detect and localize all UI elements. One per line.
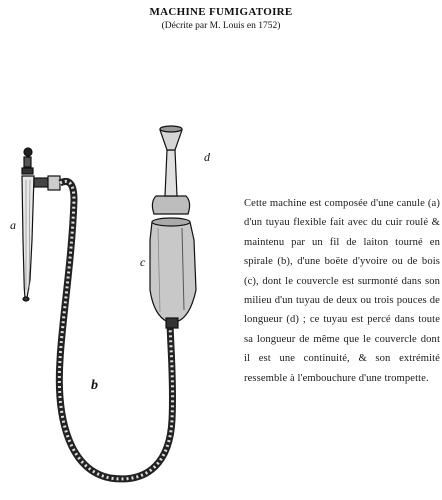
figure-label-c: c (140, 255, 146, 269)
figure-label-a: a (10, 218, 16, 232)
trumpet-tube-part (152, 126, 189, 214)
description-text: Cette machine est composée d'une canule (a) d'un tuyau flexible fait avec du cuir roulé & maintenu par un fil de laiton tourné en spirale (b), d'une boëte d'yvoire ou de bois (c), dont le couvercle est surmonté dans son milieu d'un tuyau de deux ou trois pouces de longueur (d) ; ce tuyau est percé dans toute sa longueur de même que le couvercle dont il est une continuité, & son extrémité ressemble à l'embouchure d'une trompette. (244, 198, 440, 384)
page-title: MACHINE FUMIGATOIRE (149, 6, 293, 18)
figure-label-d: d (204, 150, 210, 164)
figure-label-b: b (91, 378, 98, 393)
box-part (150, 218, 196, 328)
canula-part (22, 148, 60, 301)
page-subtitle: (Décrite par M. Louis en 1752) (161, 21, 281, 31)
